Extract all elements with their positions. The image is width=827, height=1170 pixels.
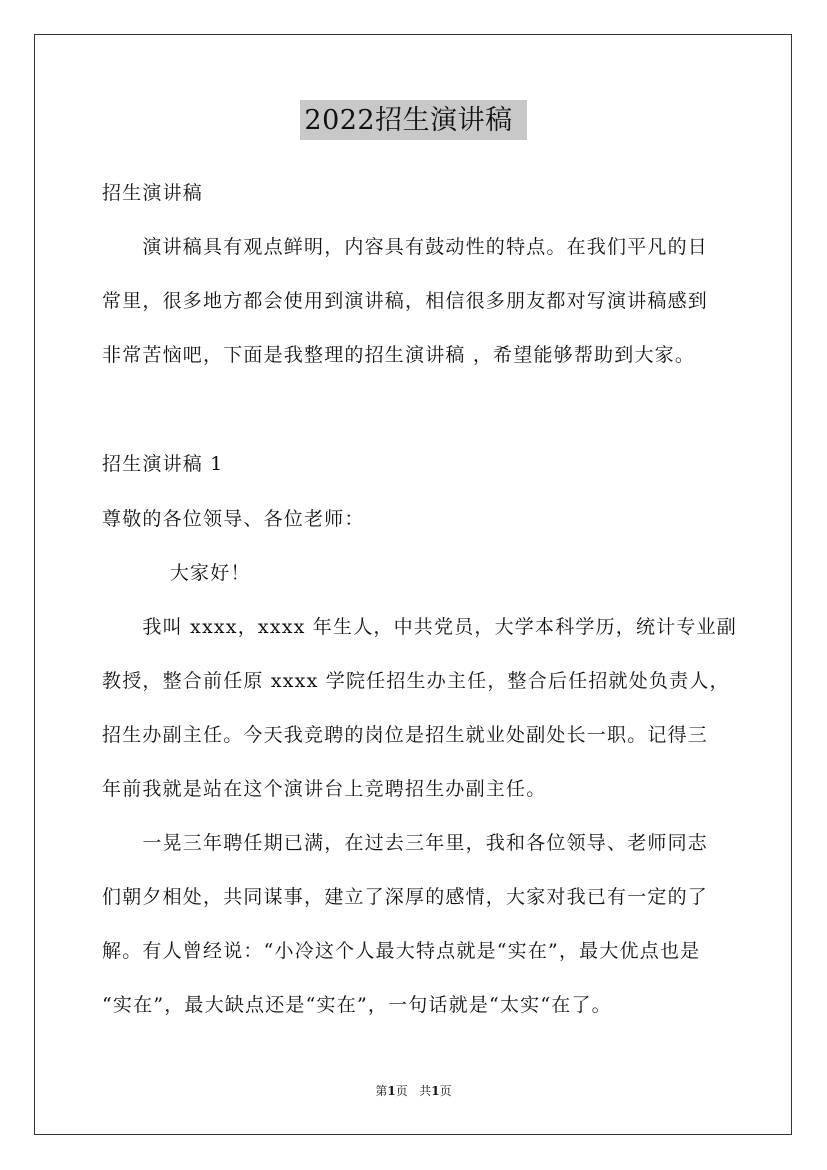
- page-footer: [0, 1083, 827, 1099]
- body-line: 们朝夕相处，共同谋事，建立了深厚的感情，大家对我已有一定的了: [102, 886, 709, 908]
- body-line: 一晃三年聘任期已满，在过去三年里，我和各位领导、老师同志: [102, 832, 709, 854]
- subtitle-line: 招生演讲稿: [102, 182, 204, 204]
- total-pages: 1: [431, 1084, 440, 1098]
- page-suffix: 页: [395, 1084, 408, 1098]
- body-line: 年前我就是站在这个演讲台上竞聘招生办副主任。: [102, 778, 547, 800]
- body-line: 解。有人曾经说：“小冷这个人最大特点就是“实在”，最大优点也是: [102, 940, 701, 962]
- page-prefix: 第: [375, 1084, 388, 1098]
- body-line: 常里，很多地方都会使用到演讲稿，相信很多朋友都对写演讲稿感到: [102, 290, 709, 312]
- body-line: 招生办副主任。今天我竞聘的岗位是招生就业处副处长一职。记得三: [102, 724, 709, 746]
- salutation-line: 尊敬的各位领导、各位老师：: [102, 508, 365, 530]
- body-line: 我叫 xxxx，xxxx 年生人，中共党员，大学本科学历，统计专业副: [102, 616, 738, 638]
- title-wrap: [0, 100, 827, 140]
- body-line: “实在”，最大缺点还是“实在”，一句话就是“太实“在了。: [102, 994, 612, 1016]
- body-line: 演讲稿具有观点鲜明，内容具有鼓动性的特点。在我们平凡的日: [102, 236, 709, 258]
- section-heading: 招生演讲稿 1: [102, 453, 224, 475]
- total-suffix: 页: [439, 1084, 452, 1098]
- body-line: 非常苦恼吧，下面是我整理的招生演讲稿 ，希望能够帮助到大家。: [102, 344, 696, 366]
- total-prefix: 共: [419, 1084, 432, 1098]
- body-line: 教授，整合前任原 xxxx 学院任招生办主任，整合后任招就处负责人，: [102, 670, 730, 692]
- document-title: 2022招生演讲稿: [300, 100, 526, 140]
- page-number: 1: [387, 1084, 396, 1098]
- greeting-line: 大家好！: [102, 562, 251, 584]
